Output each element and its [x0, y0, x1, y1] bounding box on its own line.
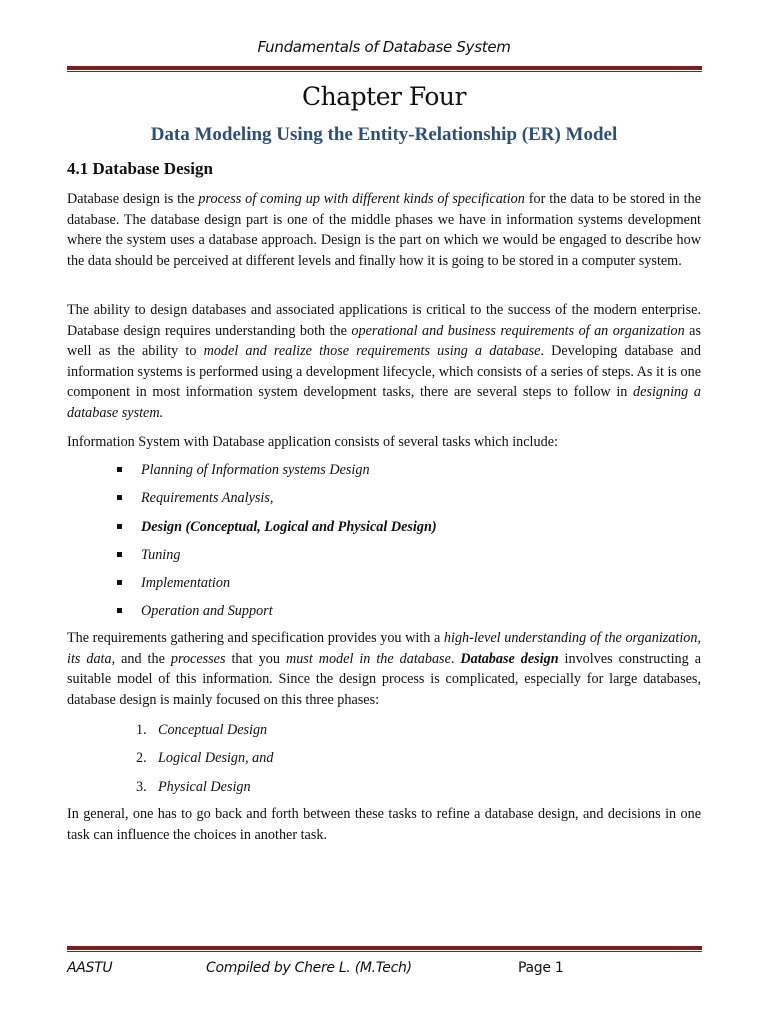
paragraph-3: Information System with Database application consists of several tasks which include:: [67, 434, 558, 450]
page-number: Page 1: [518, 960, 564, 976]
footer-institution: AASTU: [67, 960, 113, 976]
square-bullet-icon: [117, 495, 122, 500]
list-item: Implementation: [117, 569, 437, 597]
paragraph-1: Database design is the process of coming up with different kinds of specification for the data to be stored in the database. The database design part is one of the middle phases we have in information systems development where the system uses a database approach. Design is the part on which we would be engaged to describe how the data should be perceived at different levels and finally how it is going to be stored in a computer system.: [67, 191, 701, 269]
square-bullet-icon: [117, 524, 122, 529]
footer-author: Compiled by Chere L. (M.Tech): [206, 960, 412, 976]
section-heading: 4.1 Database Design: [67, 159, 213, 178]
list-item: 3. Physical Design: [136, 778, 251, 795]
paragraph-5: In general, one has to go back and forth between these tasks to refine a database design, and decisions in one task can influence the choices in another task.: [67, 806, 701, 843]
list-item: 1. Conceptual Design: [136, 722, 268, 738]
running-header: Fundamentals of Database System: [257, 38, 511, 56]
list-item: 2. Logical Design, and: [136, 750, 274, 767]
list-item: Requirements Analysis,: [117, 484, 437, 512]
header-rule-thin: [67, 71, 702, 72]
list-item: Operation and Support: [117, 597, 437, 625]
footer-rule: [67, 946, 702, 950]
paragraph-4: The requirements gathering and specification provides you with a high-level understanding of the organization, its data, and the processes that you must model in the database. Database design involves constructing a suitable model of this information. Since the design process is complicated, especially for large databases, database design is mainly focused on this three phases:: [67, 630, 701, 708]
paragraph-2: The ability to design databases and associated applications is critical to the success of the modern enterprise. Database design requires understanding both the operational and business requirements of an organization as well as the ability to model and realize those requirements using a database. Developing database and information systems is performed using a development lifecycle, which consists of a series of steps. As it is one component in most information system development tasks, there are several steps to follow in designing a database system.: [67, 302, 701, 421]
chapter-title: Chapter Four: [302, 82, 466, 111]
list-item: Design (Conceptual, Logical and Physical Design): [117, 513, 437, 541]
chapter-subtitle: Data Modeling Using the Entity-Relationship (ER) Model: [150, 124, 618, 145]
task-list: [117, 456, 437, 626]
phase-list: [136, 716, 273, 801]
square-bullet-icon: [117, 608, 122, 613]
list-item: Planning of Information systems Design: [117, 456, 437, 484]
footer-rule-thin: [67, 951, 702, 952]
square-bullet-icon: [117, 580, 122, 585]
header-rule: [67, 66, 702, 70]
square-bullet-icon: [117, 552, 122, 557]
list-item: Tuning: [117, 541, 437, 569]
square-bullet-icon: [117, 467, 122, 472]
